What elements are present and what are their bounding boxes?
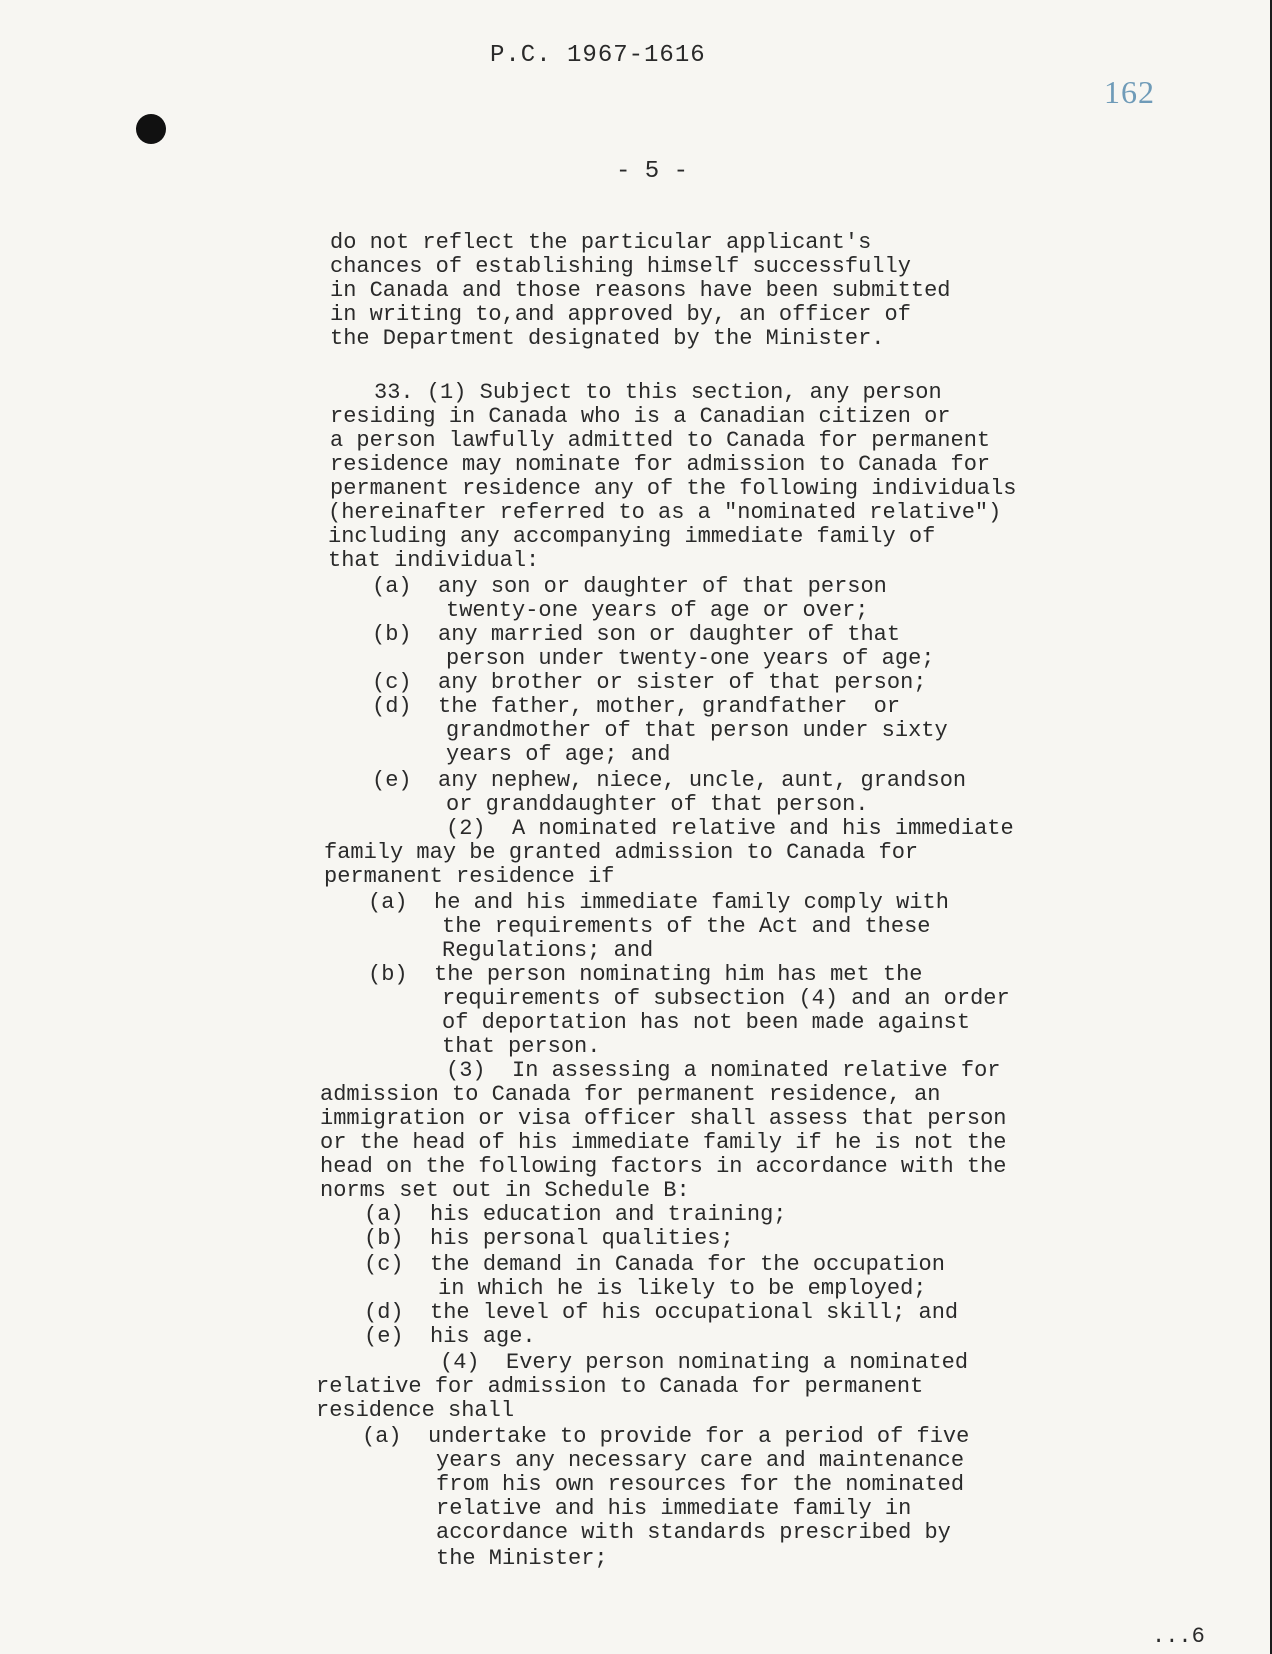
list-item-continuation: in which he is likely to be employed; xyxy=(438,1276,927,1301)
body-line: in writing to,and approved by, an officer of xyxy=(330,302,911,327)
body-line: or the head of his immediate family if he is not the xyxy=(320,1130,1007,1155)
list-item: (c) any brother or sister of that person; xyxy=(372,670,927,695)
list-item-continuation: of deportation has not been made against xyxy=(442,1010,971,1035)
body-line: in Canada and those reasons have been submitted xyxy=(330,278,951,303)
list-item-continuation: person under twenty-one years of age; xyxy=(446,646,935,671)
body-line: that individual: xyxy=(328,548,540,573)
stamped-folio-number: 162 xyxy=(1104,74,1155,110)
body-line: permanent residence any of the following individuals xyxy=(330,476,1017,501)
body-line: do not reflect the particular applicant's xyxy=(330,230,872,255)
punch-hole xyxy=(136,114,166,144)
body-line: family may be granted admission to Canada for xyxy=(324,840,919,865)
list-item-continuation: years any necessary care and maintenance xyxy=(436,1448,965,1473)
continuation-marker: ...6 xyxy=(1152,1624,1205,1649)
body-line: immigration or visa officer shall assess that person xyxy=(320,1106,1007,1131)
list-item-continuation: from his own resources for the nominated xyxy=(436,1472,965,1497)
body-line: residing in Canada who is a Canadian citizen or xyxy=(330,404,951,429)
body-line: (hereinafter referred to as a "nominated relative") xyxy=(328,500,1002,525)
list-item: (a) any son or daughter of that person xyxy=(372,574,887,599)
list-item-continuation: the Minister; xyxy=(436,1546,608,1571)
list-item: (b) his personal qualities; xyxy=(364,1226,734,1251)
subsection-3-heading: (3) In assessing a nominated relative for xyxy=(446,1058,1001,1083)
list-item-continuation: grandmother of that person under sixty xyxy=(446,718,948,743)
list-item: (a) his education and training; xyxy=(364,1202,787,1227)
list-item-continuation: twenty-one years of age or over; xyxy=(446,598,869,623)
list-item: (e) any nephew, niece, uncle, aunt, grandson xyxy=(372,768,967,793)
list-item: (a) he and his immediate family comply with xyxy=(368,890,949,915)
body-line: the Department designated by the Minister. xyxy=(330,326,885,351)
list-item-continuation: accordance with standards prescribed by xyxy=(436,1520,951,1545)
list-item: (d) the level of his occupational skill; and xyxy=(364,1300,959,1325)
page-number: - 5 - xyxy=(616,158,689,185)
body-line: including any accompanying immediate family of xyxy=(328,524,936,549)
subsection-2-heading: (2) A nominated relative and his immediate xyxy=(446,816,1014,841)
list-item: (b) the person nominating him has met the xyxy=(368,962,923,987)
list-item: (c) the demand in Canada for the occupation xyxy=(364,1252,945,1277)
list-item: (e) his age. xyxy=(364,1324,536,1349)
body-line: relative for admission to Canada for permanent xyxy=(316,1374,924,1399)
list-item-continuation: relative and his immediate family in xyxy=(436,1496,912,1521)
list-item-continuation: Regulations; and xyxy=(442,938,654,963)
body-line: residence may nominate for admission to Canada for xyxy=(330,452,991,477)
body-line: permanent residence if xyxy=(324,864,615,889)
body-line: head on the following factors in accordance with the xyxy=(320,1154,1007,1179)
list-item-continuation: that person. xyxy=(442,1034,601,1059)
subsection-4-heading: (4) Every person nominating a nominated xyxy=(440,1350,969,1375)
body-line: admission to Canada for permanent residence, an xyxy=(320,1082,941,1107)
list-item: (b) any married son or daughter of that xyxy=(372,622,901,647)
list-item: (d) the father, mother, grandfather or xyxy=(372,694,901,719)
list-item: (a) undertake to provide for a period of five xyxy=(362,1424,970,1449)
list-item-continuation: requirements of subsection (4) and an order xyxy=(442,986,1010,1011)
list-item-continuation: years of age; and xyxy=(446,742,671,767)
body-line: a person lawfully admitted to Canada for permanent xyxy=(330,428,991,453)
body-line: norms set out in Schedule B: xyxy=(320,1178,690,1203)
order-number: P.C. 1967-1616 xyxy=(490,42,706,69)
list-item-continuation: or granddaughter of that person. xyxy=(446,792,869,817)
list-item-continuation: the requirements of the Act and these xyxy=(442,914,931,939)
body-line: residence shall xyxy=(316,1398,515,1423)
body-line: chances of establishing himself successfully xyxy=(330,254,911,279)
section-33-heading: 33. (1) Subject to this section, any person xyxy=(374,380,942,405)
